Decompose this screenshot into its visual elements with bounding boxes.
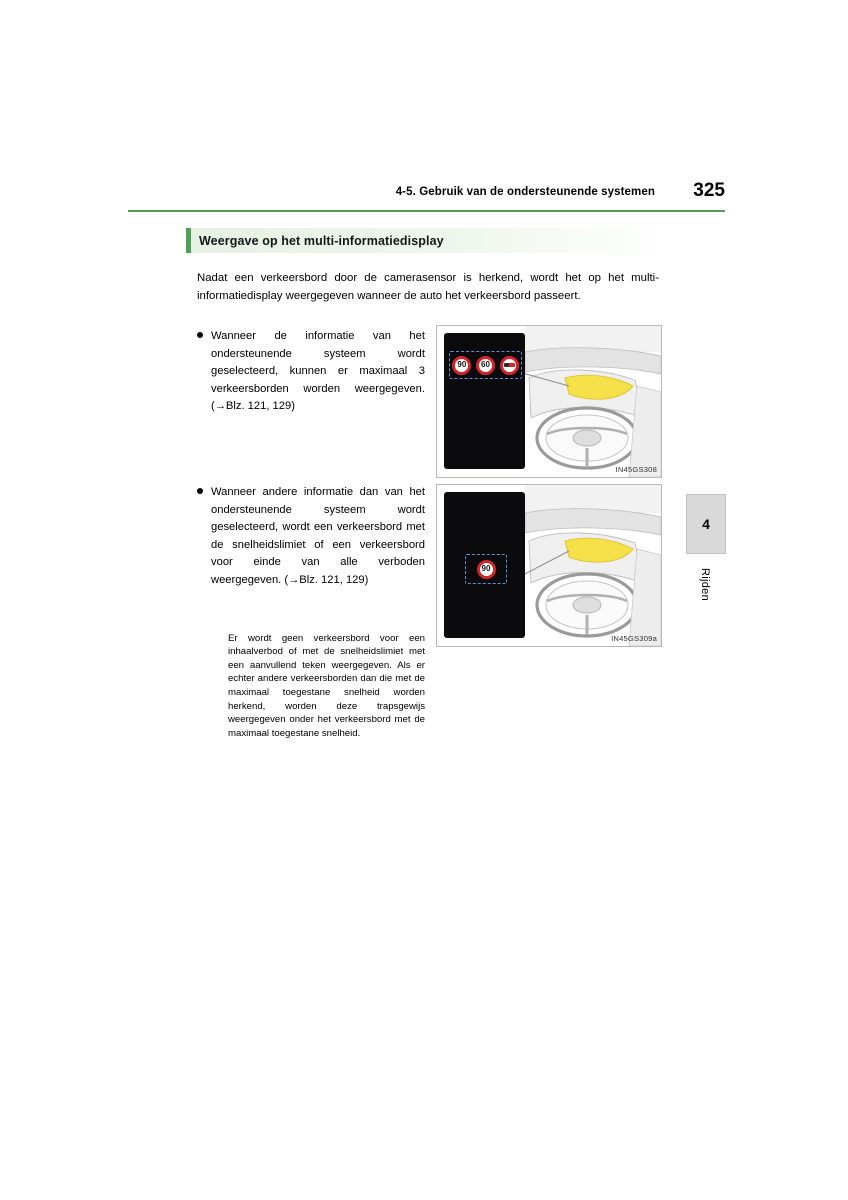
chapter-tab: [686, 494, 726, 554]
bullet-text: Wanneer de informatie van het ondersteunende systeem wordt geselecteerd, kunnen er maximaal 3 verkeersborden worden weergegeven. (→Blz. 121, 129): [211, 330, 425, 413]
chapter-label-text: Rijden: [699, 567, 711, 601]
figure-single-sign: [436, 484, 662, 647]
header-divider: [128, 210, 725, 212]
page-number: 325: [693, 180, 725, 201]
overtaking-prohibited-sign: [500, 356, 519, 375]
sign-group-single: [465, 554, 507, 584]
bullet-text: Wanneer andere informatie dan van het ondersteunende systeem wordt geselecteerd, wordt een verkeersbord met de snelheidslimiet of een verkeersbord voor einde van alle verboden weergegeven. (→Blz. 121, 129): [211, 486, 425, 586]
figure-three-signs: [436, 325, 662, 478]
chapter-tab-label: [686, 556, 724, 612]
section-accent-bar: [186, 228, 191, 253]
section-heading: [186, 228, 666, 253]
header-section-title: 4-5. Gebruik van de ondersteunende systemen: [395, 186, 655, 198]
sign-group-three: [449, 351, 522, 379]
page-header: [128, 180, 725, 218]
multi-information-display: [444, 492, 525, 638]
dashboard-illustration: [525, 485, 661, 646]
bullet-dot-icon: [197, 488, 203, 494]
figure-code: IN45GS308: [615, 465, 657, 474]
speed-limit-sign-90: 90: [452, 356, 471, 375]
dashboard-illustration: [525, 326, 661, 477]
intro-paragraph: Nadat een verkeersbord door de camerasensor is herkend, wordt het op het multi-informatiedisplay weergegeven wanneer de auto het verkeersbord passeert.: [197, 272, 659, 302]
speed-limit-sign-90: 90: [477, 560, 496, 579]
figure-code: IN45GS309a: [611, 634, 657, 643]
note-paragraph: Er wordt geen verkeersbord voor een inhaalverbod of met de snelheidslimiet met een aanvullend teken weergegeven. Als er echter andere verkeersborden dan die met de maximaal toegestane snelheid worden herkend, worden deze trapsgewijs weergegeven onder het verkeersbord met de maximaal toegestane snelheid.: [228, 632, 425, 739]
speed-limit-sign-60: 60: [476, 356, 495, 375]
chapter-number: 4: [702, 516, 710, 532]
car-right-shape: [509, 363, 515, 367]
section-heading-title: Weergave op het multi-informatiedisplay: [199, 233, 444, 248]
multi-information-display: [444, 333, 525, 469]
bullet-dot-icon: [197, 332, 203, 338]
bullet-item-1: [197, 328, 425, 416]
bullet-item-2: [197, 484, 425, 590]
